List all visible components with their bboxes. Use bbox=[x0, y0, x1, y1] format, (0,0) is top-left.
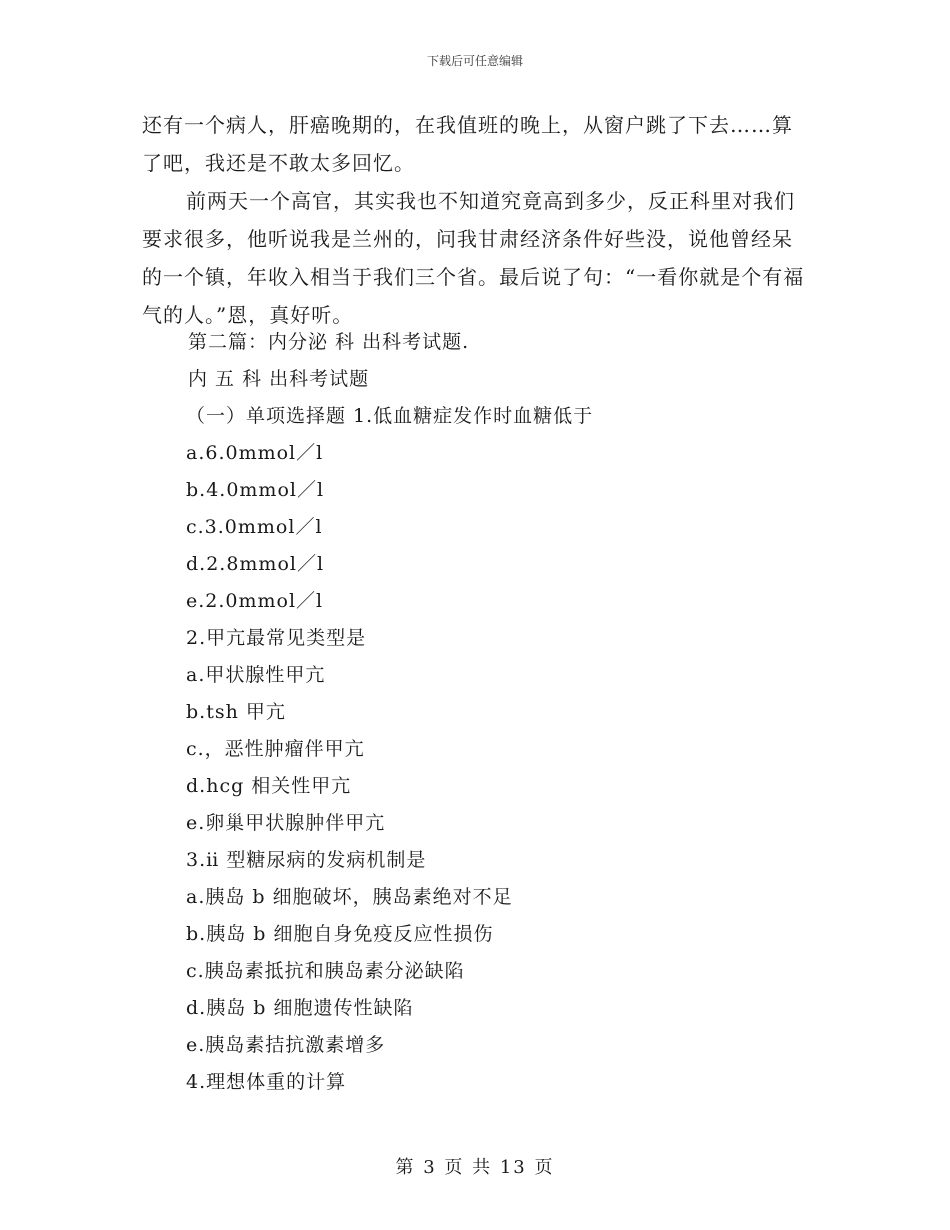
document-body bbox=[142, 106, 812, 334]
paragraph-1: 还有一个病人，肝癌晚期的，在我值班的晚上，从窗户跳了下去……算了吧，我还是不敢太多回忆。 bbox=[142, 113, 793, 175]
exam-title: 内 五 科 出科考试题 bbox=[188, 368, 370, 390]
section-title: 第二篇：内分泌 科 出科考试题. bbox=[188, 331, 470, 353]
page-header-note: 下载后可任意编辑 bbox=[426, 54, 523, 68]
option-1c: c.3.0mmol／l bbox=[186, 516, 323, 538]
option-2e: e.卵巢甲状腺肿伴甲亢 bbox=[186, 812, 386, 834]
option-3c: c.胰岛素抵抗和胰岛素分泌缺陷 bbox=[186, 960, 465, 982]
option-3d: d.胰岛 b 细胞遗传性缺陷 bbox=[186, 997, 414, 1019]
option-2a: a.甲状腺性甲亢 bbox=[186, 664, 326, 686]
option-2c: c.，恶性肿瘤伴甲亢 bbox=[186, 738, 365, 760]
question-3: 3.ⅱ 型糖尿病的发病机制是 bbox=[186, 849, 427, 871]
page-number: 第 3 页 共 13 页 bbox=[395, 1157, 555, 1178]
option-3e: e.胰岛素拮抗激素增多 bbox=[186, 1034, 386, 1056]
option-2d: d.hcg 相关性甲亢 bbox=[186, 775, 352, 797]
option-1b: b.4.0mmol／l bbox=[186, 479, 325, 501]
option-1d: d.2.8mmol／l bbox=[186, 553, 325, 575]
question-4: 4.理想体重的计算 bbox=[186, 1071, 347, 1093]
option-1e: e.2.0mmol／l bbox=[186, 590, 324, 612]
paragraph-2: 前两天一个高官，其实我也不知道究竟高到多少，反正科里对我们要求很多，他听说我是兰州的，问我甘肃经济条件好些没，说他曾经呆的一个镇，年收入相当于我们三个省。最后说了句：“一看你就是个有福气的人。”恩，真好听。 bbox=[142, 189, 805, 327]
option-1a: a.6.0mmol／l bbox=[186, 442, 324, 464]
option-3b: b.胰岛 b 细胞自身免疫反应性损伤 bbox=[186, 923, 494, 945]
option-2b: b.tsh 甲亢 bbox=[186, 701, 286, 723]
option-3a: a.胰岛 b 细胞破坏，胰岛素绝对不足 bbox=[186, 886, 513, 908]
question-2: 2.甲亢最常见类型是 bbox=[186, 627, 367, 649]
question-1: （一）单项选择题 1.低血糖症发作时血糖低于 bbox=[186, 405, 594, 427]
